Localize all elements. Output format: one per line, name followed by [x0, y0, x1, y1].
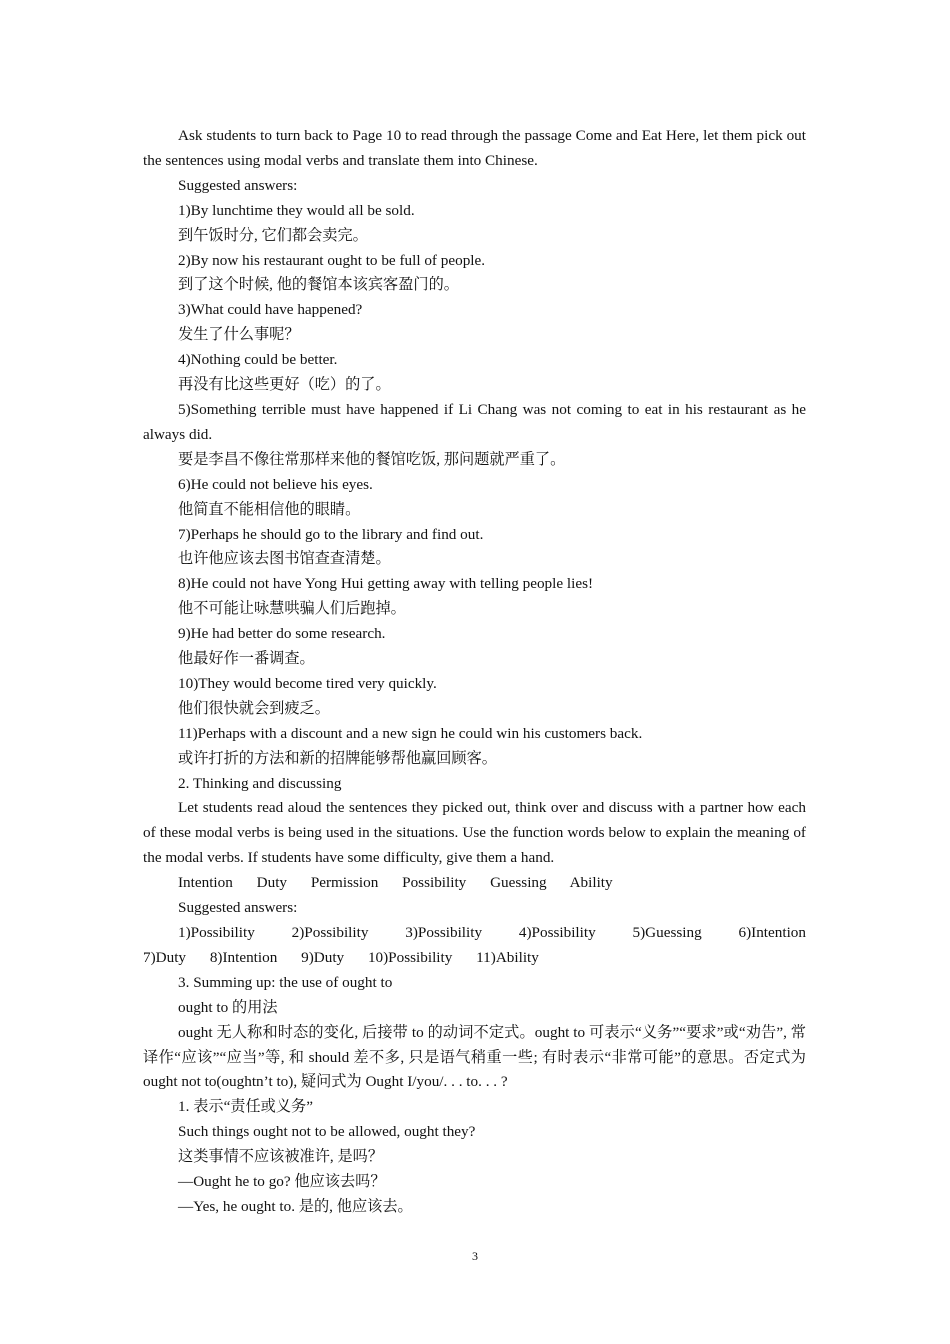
- answer-item: 6)Intention: [738, 924, 806, 941]
- function-word: Permission: [310, 874, 379, 892]
- page-number: 3: [472, 1249, 478, 1263]
- suggested-answers-label-2: Suggested answers:: [178, 899, 298, 917]
- sentence-en-10: 10)They would become tired very quickly.: [178, 674, 437, 692]
- sentence-en-8: 8)He could not have Yong Hui getting away with telling people lies!: [178, 575, 594, 593]
- section-2-title: 2. Thinking and discussing: [178, 774, 342, 792]
- sentence-zh-5: 要是李昌不像往常那样来他的餐馆吃饭, 那问题就严重了。: [178, 450, 566, 468]
- answer-item: 3)Possibility: [405, 924, 483, 941]
- function-word: Guessing: [490, 874, 547, 892]
- answer-item: 5)Guessing: [632, 924, 702, 941]
- sentence-zh-1: 到午饭时分, 它们都会卖完。: [178, 226, 368, 244]
- section-3-title: 3. Summing up: the use of ought to: [178, 973, 393, 991]
- sentence-en-3: 3)What could have happened?: [178, 301, 363, 319]
- sentence-zh-11: 或许打折的方法和新的招牌能够帮他赢回顾客。: [178, 749, 497, 767]
- sentence-list: [143, 199, 806, 772]
- sentence-en-2: 2)By now his restaurant ought to be full of people.: [178, 251, 486, 269]
- intro-paragraph: Ask students to turn back to Page 10 to read through the passage Come and Eat Here, let them pick out the sentences using modal verbs and translate them into Chinese.: [143, 127, 806, 169]
- sentence-en-7: 7)Perhaps he should go to the library and find out.: [178, 525, 484, 543]
- example-2: —Ought he to go? 他应该去吗？: [178, 1173, 386, 1191]
- function-word: Intention: [178, 874, 233, 892]
- usage-body: ought 无人称和时态的变化, 后接带 to 的动词不定式。ought to 可表示“义务”“要求”或“劝告”, 常译作“应该”“应当”等, 和 should 差不多, 只是语气稍重一些; 有时表示“非常可能”的意思。否定式为 ought not to(oughtn’t to), 疑问式为 Ought I/you/. . . to. . . ?: [143, 1023, 806, 1091]
- example-1-zh: 这类事情不应该被准许, 是吗？: [178, 1148, 384, 1166]
- sentence-en-5: 5)Something terrible must have happened if Li Chang was not coming to eat in his restaurant as he always did.: [143, 400, 806, 443]
- sentence-zh-2: 到了这个时候, 他的餐馆本该宾客盈门的。: [178, 276, 459, 294]
- example-3: —Yes, he ought to. 是的, 他应该去。: [178, 1197, 413, 1215]
- section-2-body: Let students read aloud the sentences they picked out, think over and discuss with a partner how each of these modal verbs is being used in the situations. Use the function words below to explain the meaning of the modal verbs. If students have some difficulty, give them a hand.: [143, 799, 806, 867]
- suggested-answers-label: Suggested answers:: [178, 176, 298, 194]
- sentence-zh-4: 再没有比这些更好（吃）的了。: [178, 376, 391, 394]
- answer-item: 7)Duty: [143, 948, 187, 966]
- answer-item: 8)Intention: [209, 948, 278, 966]
- sentence-zh-8: 他不可能让咏慧哄骗人们后跑掉。: [178, 600, 406, 618]
- answers-line-1: [143, 921, 806, 946]
- answer-item: 1)Possibility: [178, 924, 255, 941]
- example-1-en: Such things ought not to be allowed, ought they?: [178, 1123, 476, 1141]
- answer-item: 4)Possibility: [518, 924, 596, 941]
- answer-item: 11)Ability: [476, 948, 539, 966]
- answer-item: 10)Possibility: [367, 948, 453, 966]
- sentence-zh-6: 他简直不能相信他的眼睛。: [178, 500, 361, 518]
- answer-item: 2)Possibility: [291, 924, 369, 941]
- sentence-zh-10: 他们很快就会到疲乏。: [178, 699, 330, 717]
- sentence-en-4: 4)Nothing could be better.: [178, 351, 338, 369]
- sentence-zh-7: 也许他应该去图书馆查查清楚。: [178, 550, 391, 568]
- document-body: [143, 124, 806, 1220]
- sentence-zh-3: 发生了什么事呢？: [178, 326, 300, 344]
- sentence-zh-9: 他最好作一番调查。: [178, 650, 315, 668]
- usage-title: ought to 的用法: [178, 998, 278, 1016]
- function-words: [143, 871, 806, 896]
- sentence-en-6: 6)He could not believe his eyes.: [178, 475, 373, 493]
- answers-line-2: [143, 946, 806, 971]
- point-1-title: 1. 表示“责任或义务”: [178, 1098, 313, 1116]
- function-word: Ability: [569, 874, 613, 892]
- function-word: Duty: [256, 874, 288, 892]
- answer-item: 9)Duty: [301, 948, 345, 966]
- sentence-en-9: 9)He had better do some research.: [178, 625, 386, 643]
- sentence-en-1: 1)By lunchtime they would all be sold.: [178, 201, 415, 219]
- sentence-en-11: 11)Perhaps with a discount and a new sign he could win his customers back.: [178, 724, 643, 742]
- function-word: Possibility: [402, 874, 467, 892]
